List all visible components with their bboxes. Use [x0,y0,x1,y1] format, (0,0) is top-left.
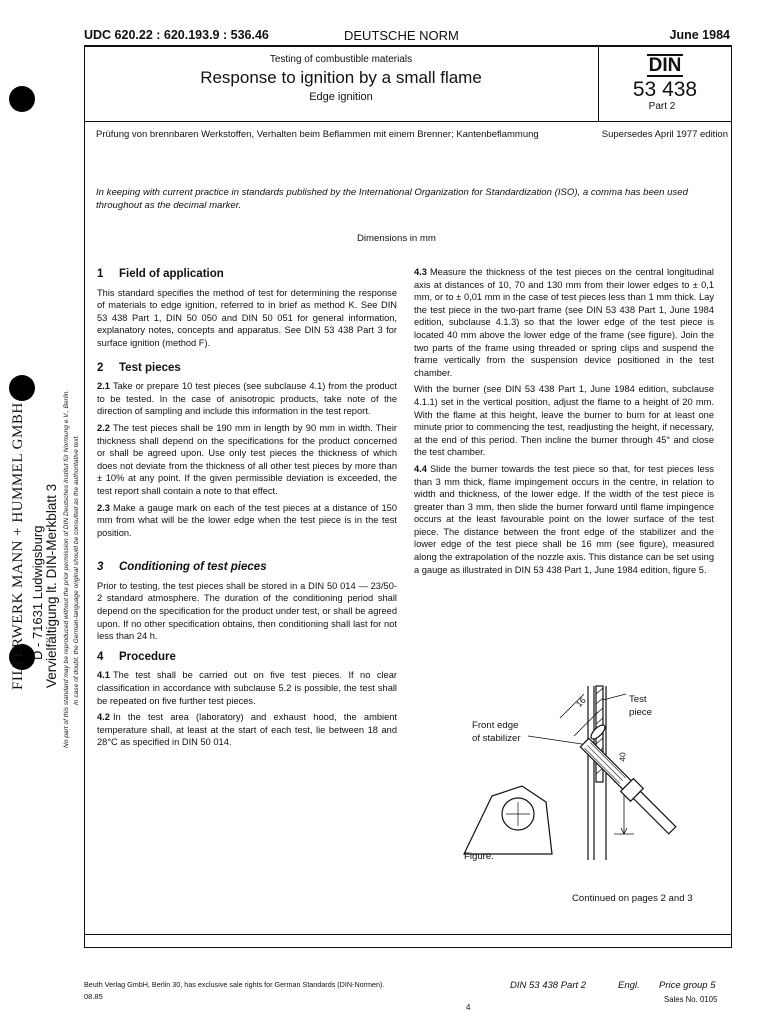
section-2-2: 2.2 The test pieces shall be 190 mm in length by 90 mm in width. Their thickness shall depend on the specifications for the product concerned or shall be agreed upon. Use only test pieces the thickness of which does not deviate from the thickness of all other test pieces by more than ± 10% at any point. If the given permissible deviation is exceeded, the test report shall contain a note to that effect. [97,422,397,496]
dimension-16: 16 [573,695,588,709]
german-title: Prüfung von brennbaren Werkstoffen, Verhalten beim Beflammen mit einem Brenner; Kantenbeflammung [96,129,539,140]
punch-hole [9,86,35,112]
footer-publisher: Beuth Verlag GmbH, Berlin 30, has exclusive sale rights for German Standards (DIN-Normen). [84,980,385,989]
section-2-1: 2.1 Take or prepare 10 test pieces (see subclause 4.1) from the product to be tested. In the case of anisotropic products, take note of the direction of sampling and include this information in the test report. [97,381,397,417]
section-3-heading: 3 Conditioning of test pieces [97,561,267,574]
stamp-address: D - 71631 Ludwigsburg [30,525,45,660]
frame-right [731,45,732,948]
section-1-heading: 1 Field of application [97,268,224,280]
right-column [414,266,714,580]
section-4-3-burner: With the burner (see DIN 53 438 Part 1, June 1984 edition, subclause 4.1.1) set in the vertical position, adjust the flame to a height of 20 mm. With the flame at this height, leave the burner to burn for at least one minute prior to commencing the test, readjusting the height, if necessary, at the end of this period. Then incline the burner through 45° and close the test chamber. [414,384,714,458]
subject-line: Testing of combustible materials [269,54,413,65]
section-2-heading: 2 Test pieces [97,361,181,374]
left-column [97,260,397,753]
bottom-rule-2 [84,947,732,948]
section-1-text: This standard specifies the method of test for determining the response of materials to edge ignition, referred to in brief as method K. See DIN 53 438 Part 1, DIN 50 050 and DIN 50 051 for general information, explanatory notes, concepts and apparatus. See DIN 53 438 Part 3 for surface ignition (method F). [97,287,397,348]
footer-sales-number: Sales No. 0105 [664,995,718,1004]
part-number: Part 2 [648,101,676,112]
legal-reproduction-note: No part of this standard may be reproduced without the prior permission of DIN Deutsches Institut für Normung e.V., Berlin. [63,389,70,748]
section-4-2: 4.2 In the test area (laboratory) and exhaust hood, the ambient temperature shall, at least at the start of each test, lie between 18 and 28°C as specified in DIN 50 014. [97,712,397,748]
din-number: 53 438 [632,78,698,101]
supersedes-note: Supersedes April 1977 edition [601,129,728,140]
document-subtitle: Edge ignition [309,91,373,103]
section-2-3: 2.3 Make a gauge mark on each of the test pieces at a distance of 150 mm from what will be the lower edge when the test piece is in the test position. [97,502,397,538]
legal-language-note: In case of doubt, the German-language original should be consulted as the authoritative text. [73,434,80,705]
figure-caption: Figure. [464,851,494,862]
din-box [599,54,731,112]
title-block [84,54,598,103]
burner-figure [456,684,696,860]
section-4-3: 4.3 Measure the thickness of the test pieces on the central longitudinal axis at distances of 10, 70 and 130 mm from their lower edges to ± 0,1 mm, or to ± 0,01 mm in the case of test pieces less than 1 mm thick. Lay the test piece in the two-part frame (see DIN 53 438 Part 1, June 1984 edition, subclause 4.1.3) so that the lower edge of the test piece is located 40 mm above the lower edge of the frame (see figure). Join the two parts of the frame using threaded or spring clips and suspend the frame vertically from the suspension device positioned in the test chamber. [414,267,714,378]
bottom-rule-1 [84,934,732,935]
issue-date: June 1984 [669,28,730,42]
dimension-40: 40 [617,752,628,762]
footer-price-group: Price group 5 [659,980,716,991]
top-bar [84,28,730,44]
document-title: Response to ignition by a small flame [200,68,482,87]
dimensions-note: Dimensions in mm [357,233,436,244]
udc-code: UDC 620.22 : 620.193.9 : 536.46 [84,28,269,42]
continued-note: Continued on pages 2 and 3 [572,893,693,904]
footer-date-code: 08.85 [84,992,103,1001]
footer-mark: 4 [466,1003,471,1012]
label-front-edge: Front edge of stabilizer [472,720,521,744]
section-3-text: Prior to testing, the test pieces shall be stored in a DIN 50 014 — 23/50-2 standard atmosphere. The duration of the conditioning period shall depend on the specification for the product under test, or shall be agreed upon. If no other specification obtains, then conditioning shall last for not less than 24 h. [97,580,397,642]
section-4-4: 4.4 Slide the burner towards the test piece so that, for test pieces less than 3 mm thick, flame impingement occurs in the centre, in relation to width and thickness, of the lower edge. If the width of the test piece is greater than 3 mm, then slide the burner forward until flame impingence occurs at the least favourable point on the lower surface of the test piece. The distance between the front edge of the stabilizer and the lower edge of the test piece shall be 16 mm (see figure), measured along the extrapolation of the nozzle axis. This distance can be set using a gauge as illustrated in DIN 53 438 Part 1, June 1984 edition, figure 5. [414,463,714,575]
frame-top [84,45,732,47]
section-4-1: 4.1 The test shall be carried out on five test pieces. If no clear classification in accordance with subclause 5.2 is possible, the test shall be repeated on five further test pieces. [97,670,397,706]
stamp-copy-note: Vervielfältigung lt. DIN-Merkblatt 3 [44,483,59,688]
label-test-piece: Test piece [629,694,652,718]
footer-doc-ref: DIN 53 438 Part 2 [510,980,587,991]
section-4-heading: 4 Procedure [97,650,176,663]
din-logo: DIN [648,55,682,76]
frame-left [84,45,85,948]
title-rule [84,121,732,122]
deutsche-norm: DEUTSCHE NORM [344,28,459,43]
stamp-company: FILTERWERK MANN + HUMMEL GMBH [10,402,26,690]
decimal-marker-note: In keeping with current practice in standards published by the International Organization for Standardization (ISO), a comma has been used throughout as the decimal marker. [96,187,688,211]
footer-language: Engl. [618,980,640,991]
